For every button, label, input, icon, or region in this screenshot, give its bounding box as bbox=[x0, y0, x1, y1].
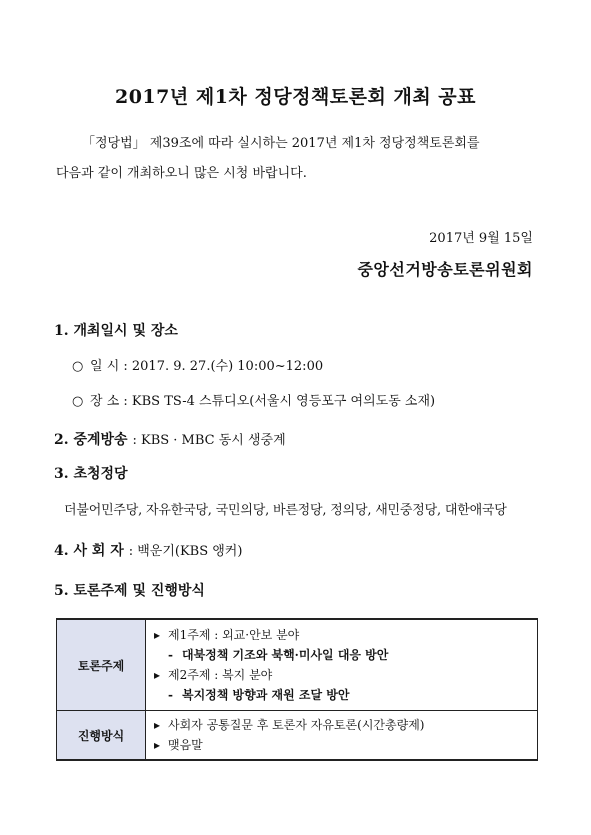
broadcast-value: : KBS · MBC 동시 생중계 bbox=[132, 433, 286, 448]
section-2-heading: 2. 중계방송 bbox=[54, 432, 128, 448]
format-line-2: 맺음말 bbox=[168, 738, 203, 752]
section-4-heading: 4. 사 회 자 bbox=[54, 543, 124, 559]
schedule-text: 일 시 : 2017. 9. 27.(수) 10:00~12:00 bbox=[90, 359, 324, 374]
intro-line-1: 「정당법」 제39조에 따라 실시하는 2017년 제1차 정당정책토론회를 bbox=[82, 136, 480, 151]
list-item bbox=[154, 685, 529, 705]
table-row bbox=[57, 711, 538, 761]
topic-2-detail: 복지정책 방향과 재원 조달 방안 bbox=[182, 688, 350, 702]
intro-line-2: 다음과 같이 개최하오니 많은 시청 바랍니다. bbox=[56, 166, 307, 181]
notice-date: 2017년 9월 15일 bbox=[429, 231, 533, 246]
section-3-heading: 3. 초청정당 bbox=[54, 466, 128, 482]
dash-bullet: - bbox=[168, 688, 173, 702]
section-4 bbox=[54, 540, 242, 560]
topic-2-label: 제2주제 : 복지 분야 bbox=[168, 668, 273, 682]
triangle-bullet-icon: ▸ bbox=[154, 738, 161, 752]
list-item bbox=[154, 735, 529, 755]
topic-format-table bbox=[56, 618, 538, 761]
topic-1-label: 제1주제 : 외교·안보 분야 bbox=[168, 628, 300, 642]
circle-marker: ○ bbox=[72, 394, 84, 409]
section-1-heading: 1. 개최일시 및 장소 bbox=[54, 323, 178, 339]
list-item bbox=[154, 665, 529, 685]
issuing-organization: 중앙선거방송토론위원회 bbox=[357, 260, 533, 279]
triangle-bullet-icon: ▸ bbox=[154, 668, 161, 682]
section-2 bbox=[54, 429, 286, 449]
triangle-bullet-icon: ▸ bbox=[154, 628, 161, 642]
list-item bbox=[154, 625, 529, 645]
invited-parties: 더불어민주당, 자유한국당, 국민의당, 바른정당, 정의당, 새민중정당, 대한애국당 bbox=[64, 503, 507, 518]
schedule-item bbox=[72, 355, 323, 374]
list-item bbox=[154, 715, 529, 735]
venue-item bbox=[72, 390, 435, 409]
format-body-cell bbox=[146, 711, 538, 761]
triangle-bullet-icon: ▸ bbox=[154, 718, 161, 732]
venue-text: 장 소 : KBS TS-4 스튜디오(서울시 영등포구 여의도동 소재) bbox=[90, 394, 436, 409]
circle-marker: ○ bbox=[72, 359, 84, 374]
list-item bbox=[154, 645, 529, 665]
topic-header-cell: 토론주제 bbox=[57, 619, 146, 711]
section-5-heading: 5. 토론주제 및 진행방식 bbox=[54, 583, 205, 599]
topic-body-cell bbox=[146, 619, 538, 711]
topic-1-detail: 대북정책 기조와 북핵·미사일 대응 방안 bbox=[182, 648, 389, 662]
table-row bbox=[57, 619, 538, 711]
format-header-cell: 진행방식 bbox=[57, 711, 146, 761]
dash-bullet: - bbox=[168, 648, 173, 662]
format-line-1: 사회자 공통질문 후 토론자 자유토론(시간총량제) bbox=[168, 718, 425, 732]
document-title: 2017년 제1차 정당정책토론회 개최 공표 bbox=[114, 86, 477, 108]
moderator-value: : 백운기(KBS 앵커) bbox=[128, 544, 243, 559]
